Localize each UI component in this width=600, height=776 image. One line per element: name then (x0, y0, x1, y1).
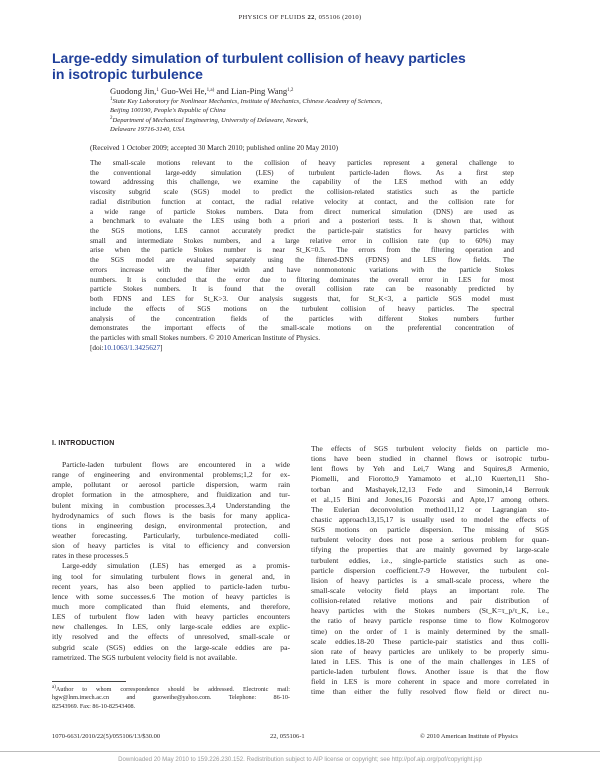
body-text-line: sion of heavy particles is vital to efficiency and conversion (52, 541, 290, 551)
body-text-line: et al.,15 Bini and Jones,16 Pozorski and Apte,17 among others. (311, 494, 549, 504)
publication-dates: (Received 1 October 2009; accepted 30 March 2010; published online 20 May 2010) (90, 143, 339, 152)
abstract (90, 159, 514, 353)
abstract-line: errors increase with the filter width and have nonmonotonic variations with the particle Stokes (90, 265, 514, 274)
body-text-line: tifying the properties that are mainly governed by large-scale (311, 545, 549, 555)
author-list (110, 86, 382, 134)
body-text-line: time than either the fully resolved flow field or direct nu- (311, 687, 549, 697)
footnote-email-line: hgw@lnm.imech.ac.cn and guoweihe@yahoo.com. Telephone: 86-10- (52, 694, 290, 702)
body-text-line: recent years, has also been applied to particle-laden turbu- (52, 581, 290, 591)
body-text-line: lision of heavy particles is a small-scale process, where the (311, 575, 549, 585)
body-text-line: Piomelli, and Fiorotto,9 Yamamoto et al.,10 Kuerten,11 Sho- (311, 474, 549, 484)
body-text-line: lent flows by Yeh and Lei,7 Wang and Squires,8 Armenio, (311, 464, 549, 474)
copyright-line: © 2010 American Institute of Physics (420, 733, 518, 740)
abstract-line: the SGS model are evaluated separately using the filtered-DNS (FDNS) and LES flow fields. The (90, 256, 514, 265)
body-text-line: rates in these processes.5 (52, 551, 129, 561)
affiliation-1: $^1$State Key Laboratory for Nonlinear Mechanics, Institute of Mechanics, Chinese Academy of Sciences, (110, 97, 383, 105)
body-text-line: turbulent velocity does not pose a serious problem for quan- (311, 535, 549, 545)
abstract-line: The small-scale motions relevant to the collision of heavy particles represent a general challenge to (90, 159, 514, 167)
abstract-line: include the effects of SGS motions on the turbulent collision of heavy particles. The spectral (90, 304, 514, 313)
body-text-line: particle-laden turbulent flows. Another issue is that the flow (311, 667, 549, 677)
body-text-line: range of engineering and environmental problems;1,2 for ex- (52, 470, 290, 480)
abstract-line: radial distribution function at contact, the radial relative velocity at contact, and the collision rate for (90, 197, 514, 206)
abstract-line: numbers. It is concluded that the error due to filtering dominates the overall error in LES for most (90, 275, 514, 284)
author-name: Lian-Ping Wang (230, 86, 288, 96)
affiliation-2: $^2$Department of Mechanical Engineering, University of Delaware, Newark, (110, 115, 309, 124)
author-affiliation-mark: 1,2 (287, 88, 294, 93)
abstract-line: viscosity subgrid scale (SGS) model to predict the collision-related statistics such as the particle (90, 188, 514, 197)
footnote-marker: a) (52, 685, 56, 690)
body-text-line: collision-related relative motions and pair distribution of (311, 596, 549, 606)
footnote: $^{a)}$Author to whom correspondence should be addressed. Electronic mail: hgw@lnm.imech.ac.cn and guoweihe@yahoo.com. Telephone: 86-10- 82543969. Fax: 86-10-82543408. (52, 685, 290, 710)
body-text-line: chastic approach13,15,17 is usually used to model the effects of (311, 514, 549, 524)
body-text-line: ing tool for simulating turbulent flows in general and, in (52, 571, 290, 581)
running-header: PHYSICS OF FLUIDS 22, 055106 (2010) (238, 14, 362, 21)
abstract-line: demonstrates the important effects of the small-scale motions on the preferential concentration of (90, 324, 514, 333)
publication-year: (2010) (342, 14, 362, 21)
body-column-right (311, 444, 549, 698)
abstract-line: analysis of the concentration fields of the particles with different Stokes numbers further (90, 314, 514, 323)
doi-line: [doi:10.1063/1.3425627] (90, 343, 163, 352)
body-text-line: SGS motions on particle dispersion. The missing of SGS (311, 525, 549, 535)
abstract-line: a benchmark to evaluate the LES using both a priori and a posteriori tests. It is shown that, without (90, 217, 514, 226)
body-text-line: lated in LES. This is one of the main challenges in LES of (311, 656, 549, 666)
article-number: 055106 (318, 14, 341, 21)
body-text-line: subgrid scale (SGS) eddies on the large-scale eddies are pa- (52, 642, 290, 652)
issn-line: 1070-6631/2010/22(5)/055106/13/$30.00 (52, 733, 161, 740)
body-text-line: The effects of SGS turbulent velocity fields on particle mo- (311, 444, 549, 453)
author-conjunction: and (216, 86, 229, 96)
body-text-line: field in LES is more coherent in space and more correlated in (311, 677, 549, 687)
title-line-2: in isotropic turbulence (52, 66, 203, 82)
abstract-line: both FDNS and LES for St_K>3. Our analysis suggests that, for St_K<3, a particle SGS model must (90, 295, 514, 304)
abstract-line: the SGS motions, LES cannot accurately predict the particle-pair statistics for heavy particles with (90, 227, 514, 236)
author-affiliation-mark: 1,a) (206, 88, 215, 93)
abstract-line: arise when the particle Stokes number is near St_K=0.5. The errors from the filtering operation and (90, 246, 514, 255)
body-text-line: torban and Mashayek,12,13 Fede and Simonin,14 Berrouk (311, 484, 549, 494)
body-text-line: heavy particles with the Stokes numbers (St_K=τ_p/τ_K, i.e., (311, 606, 549, 616)
abstract-line: particle Stokes numbers. It is found that the overall collision rate can be reasonably predicted by (90, 285, 514, 294)
abstract-line: small and intermediate Stokes numbers, and a large relative error in collision rate (up to 60%) may (90, 236, 514, 245)
body-text-line: Large-eddy simulation (LES) has emerged as a promis- (62, 561, 290, 571)
body-text-line: scale eddies.18-20 These particle-pair statistics and thus colli- (311, 636, 549, 646)
body-text-line: tions have been studied in channel flows or isotropic turbu- (311, 454, 549, 464)
body-text-line: The Eulerian deconvolution method11,12 or Lagrangian sto- (311, 504, 549, 514)
abstract-line: the conventional large-eddy simulation (LES) of turbulent particle-laden flows. As a first step (90, 168, 514, 177)
footnote-phone-line: 82543969. Fax: 86-10-82543408. (52, 702, 136, 710)
body-text-line: rametrized. The SGS turbulent velocity field is not available. (52, 652, 238, 662)
body-text-line: tions in engineering design, environmental protection, and (52, 520, 290, 530)
body-text-line: hydrodynamics of such flows is the basis for many applica- (52, 510, 290, 520)
body-text-line: sion rate of heavy particles are unlikely to be properly simu- (311, 646, 549, 656)
abstract-body (90, 159, 514, 344)
abstract-line: the particles with small Stokes numbers. © 2010 American Institute of Physics. (90, 333, 321, 342)
author-affiliation-mark: 1 (156, 88, 159, 93)
author-name: Guo-Wei He, (160, 86, 207, 96)
body-text-line: weather forecasting. Particularly, turbulence-mediated colli- (52, 530, 290, 540)
footnote-rule (52, 681, 126, 682)
body-text-line: small-scale velocity field plays an important role. The (311, 585, 549, 595)
body-text-line: ample, pollutant or aerosol particle dispersion, warm rain (52, 480, 290, 490)
author-name: Guodong Jin, (110, 86, 157, 96)
affiliations (110, 97, 382, 134)
body-text-line: droplet formation in the atmosphere, and fluidization and tur- (52, 490, 290, 500)
doi-link[interactable]: 10.1063/1.3425627 (103, 343, 161, 352)
journal-name: PHYSICS OF FLUIDS (238, 14, 306, 21)
section-heading: I. INTRODUCTION (52, 440, 115, 447)
body-text-line: itly resolved and the effects of unresolved, small-scale or (52, 632, 290, 642)
body-text-line: time) on the order of 1 is mainly determined by the small- (311, 626, 549, 636)
body-column-left (52, 460, 290, 663)
page-number: 22, 055106-1 (270, 733, 305, 740)
body-text-line: turbulent eddies, i.e., single-particle statistics such as one- (311, 555, 549, 565)
abstract-line: a wide range of particle Stokes numbers. Data from direct numerical simulation (DNS) are used as (90, 207, 514, 216)
paper-title (52, 50, 552, 82)
affiliation-2-cont: Delaware 19716-3140, USA (110, 125, 185, 133)
body-text-line: LES of turbulent flow laden with heavy particles encounters (52, 612, 290, 622)
title-line-1: Large-eddy simulation of turbulent collision of heavy particles (52, 50, 466, 66)
abstract-line: toward addressing this challenge, we examine the capability of the LES method with an eddy (90, 178, 514, 187)
journal-volume: 22 (307, 14, 315, 21)
body-text-line: new challenges. In LES, only large-scale eddies are explic- (52, 622, 290, 632)
body-text-line: much more complicated than fluid elements, and therefore, (52, 601, 290, 611)
footer-divider (0, 751, 600, 752)
body-text-line: particle dispersion coefficient.7-9 However, the turbulent col- (311, 565, 549, 575)
body-text-line: the ratio of heavy particle response time to flow Kolmogorov (311, 616, 549, 626)
body-text-line: lence with some successes.6 The motion of heavy particles is (52, 591, 290, 601)
affiliation-1-cont: Beijing 100190, People's Republic of China (110, 107, 226, 115)
download-notice: Downloaded 20 May 2010 to 159.226.230.152. Redistribution subject to AIP license or copyright; see http://pof.aip.org/pof/copyright.jsp (118, 756, 482, 763)
body-text-line: bulent mixing in combustion processes.3,4 Understanding the (52, 500, 290, 510)
body-text-line: Particle-laden turbulent flows are encountered in a wide (62, 460, 290, 469)
